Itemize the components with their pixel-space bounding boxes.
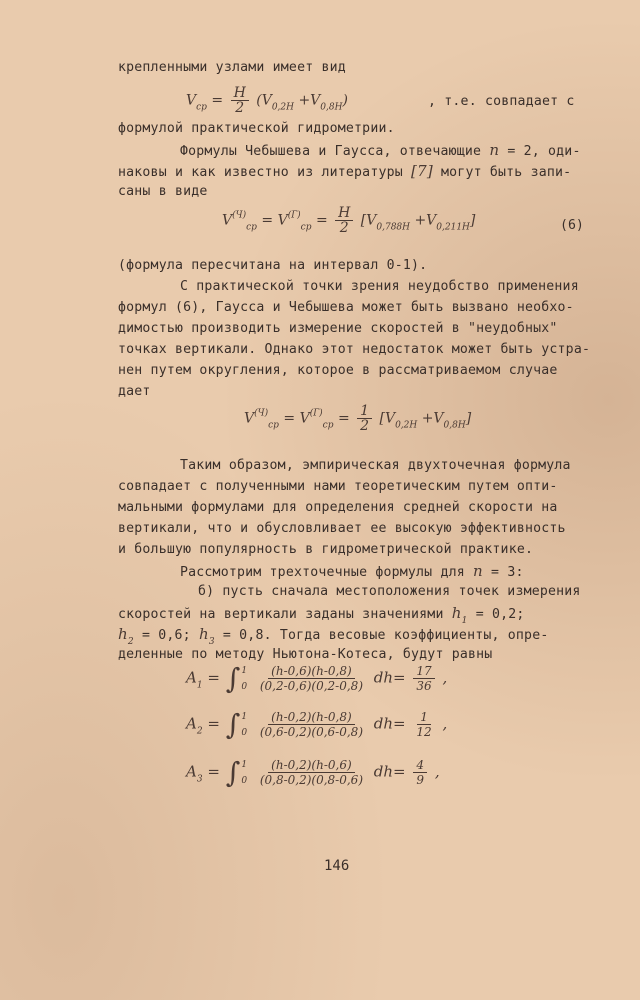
text-line: формулой практической гидрометрии.: [118, 121, 395, 136]
formula-mean-velocity: $V_{ср}$ = $\frac{H}{2}$ $(V_{0,2H} +V_{0,8H})$: [186, 85, 348, 116]
formula-6: $V^{(Ч)}_{ср} = V^{(Г)}_{ср}$ = $\frac{H}{2}$ $[V_{0,788H} +V_{0,211H}]$: [222, 205, 476, 236]
text-line: совпадает с полученными нами теоретическим путем опти-: [118, 479, 558, 494]
text-line: димостью производить измерение скоростей в "неудобных": [118, 321, 558, 336]
formula-a1: $A_1$ = ∫ 1 0 $\frac{(h-0,6)(h-0,8)}{(0,2-0,6)(0,2-0,8)}$ dh= $\frac{17}{36}$ ,: [186, 662, 448, 695]
text-line: $h_2 = 0,6$; $h_3 = 0,8$. Тогда весовые коэффициенты, опре-: [118, 625, 549, 647]
text-line: и большую популярность в гидрометрической практике.: [118, 542, 534, 557]
reference: [7]: [411, 162, 433, 180]
text-line: вертикали, что и обусловливает ее высокую эффективность: [118, 521, 566, 536]
text-line: деленные по методу Ньютона-Котеса, будут равны: [118, 647, 493, 662]
formula-a3: $A_3$ = ∫ 1 0 $\frac{(h-0,2)(h-0,6)}{(0,8-0,2)(0,8-0,6)}$ dh= $\frac{4}{9}$ ,: [186, 756, 440, 789]
text-line: б) пусть сначала местоположения точек измерения: [198, 584, 581, 599]
text-line: нен путем округления, которое в рассматриваемом случае: [118, 363, 558, 378]
equation-number: (6): [560, 218, 584, 233]
text-line: формул (6), Гаусса и Чебышева может быть вызвано необхо-: [118, 300, 574, 315]
text-line: крепленными узлами имеет вид: [118, 60, 346, 75]
text-line: мальными формулами для определения средней скорости на: [118, 500, 558, 515]
text-line: (формула пересчитана на интервал 0-1).: [118, 258, 428, 273]
text-line: , т.е. совпадает с: [428, 94, 575, 109]
page-number: 146: [324, 858, 350, 874]
text-line: точках вертикали. Однако этот недостаток может быть устра-: [118, 342, 591, 357]
text-line: саны в виде: [118, 184, 208, 199]
formula-a2: $A_2$ = ∫ 1 0 $\frac{(h-0,2)(h-0,8)}{(0,6-0,2)(0,6-0,8)}$ dh= $\frac{1}{12}$ ,: [186, 708, 448, 741]
text-line: наковы и как известно из литературы [7] могут быть запи-: [118, 162, 572, 180]
text-line: дает: [118, 384, 151, 399]
text-line: Таким образом, эмпирическая двухточечная формула: [180, 458, 571, 473]
text-line: С практической точки зрения неудобство применения: [180, 279, 579, 294]
formula-rounded: $V^{(Ч)}_{ср} = V^{(Г)}_{ср}$ = $\frac{1}{2}$ $[V_{0,2H} +V_{0,8H}]$: [244, 403, 472, 434]
text-line: скоростей на вертикали заданы значениями $h_1 = 0,2$;: [118, 604, 525, 626]
text-line: Формулы Чебышева и Гаусса, отвечающие n = 2, оди-: [180, 141, 581, 159]
text-line: Рассмотрим трехточечные формулы для n = 3:: [180, 562, 524, 580]
